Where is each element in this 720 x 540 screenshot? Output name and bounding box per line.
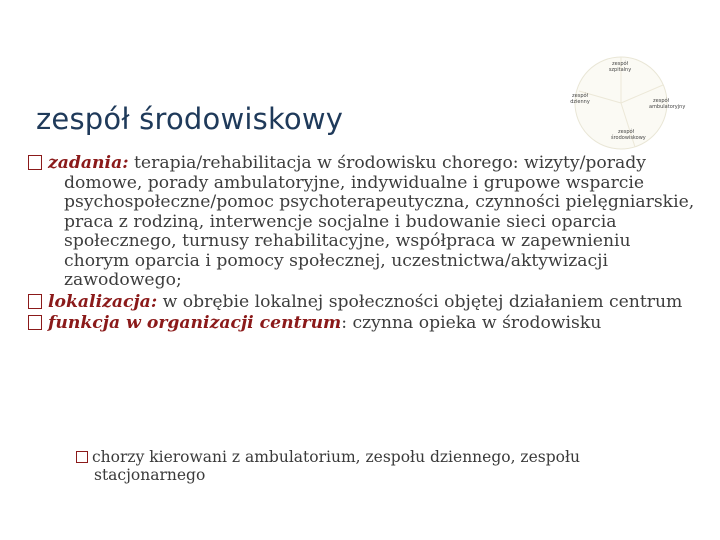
bullet-text: terapia/rehabilitacja w środowisku chorego: wizyty/porady domowe, porady ambulatoryjne, indywidualne i grupowe wsparcie psychospołeczne/pomoc psychoterapeutyczna, czynności pielęgniarskie, praca z rodziną, interwencje socjalne i budowanie sieci oparcia społecznego, turnusy rehabilitacyjne, współpraca w zapewnieniu chorym oparcia i pomocy społecznej, uczestnictwa/aktywizacji zawodowego;: [64, 153, 695, 290]
bullet-box-icon: [28, 294, 42, 309]
team-circle-diagram: [565, 55, 705, 155]
diagram-label-community: zespół środowiskowy: [611, 129, 646, 141]
bullet-box-icon: [28, 315, 42, 330]
bullet-item-location: [28, 293, 698, 313]
bullet-box-icon: [28, 155, 42, 170]
sub-bullet-box-icon: [76, 451, 88, 463]
diagram-label-day: zespół dzienny: [570, 93, 590, 105]
slide-title: zespół środowiskowy: [36, 102, 344, 136]
sub-bullet-text: chorzy kierowani z ambulatorium, zespołu dziennego, zespołu stacjonarnego: [92, 448, 580, 484]
sub-bullet-item: [76, 448, 674, 484]
bullet-text: : czynna opieka w środowisku: [341, 313, 602, 333]
bullet-keyword: funkcja w organizacji centrum: [48, 313, 342, 333]
bullet-text: w obrębie lokalnej społeczności objętej działaniem centrum: [157, 291, 683, 312]
diagram-label-hospital: zespół szpitalny: [608, 61, 632, 73]
bullet-item-function: [28, 314, 698, 334]
bullet-item-tasks: [28, 154, 698, 291]
bullet-keyword: zadania:: [48, 153, 129, 173]
bullet-keyword: lokalizacja:: [48, 291, 158, 312]
diagram-label-outpatient: zespół ambulatoryjny: [649, 98, 686, 110]
bullet-list: [28, 154, 698, 334]
